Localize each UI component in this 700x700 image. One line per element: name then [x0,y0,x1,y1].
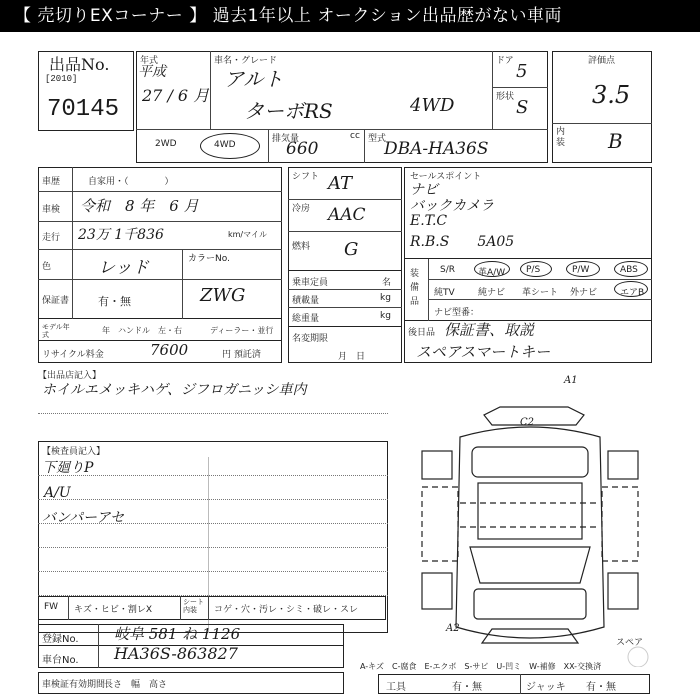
chassis-label: 車台No. [42,655,79,666]
equip-navi-model: ナビ型番： [434,308,480,318]
year-label: 年式 [140,56,159,66]
deadline-unit: 月 日 [338,352,366,362]
deadline-label: 名変期限 [292,334,329,344]
interior-label: 内装 [556,127,566,148]
hood [474,589,586,619]
mileage-value: 23万 1千836 [78,227,164,243]
model-label: 車名・グレード [214,56,278,66]
left-mirror-rear [422,451,452,479]
model-drive: 4WD [410,95,455,116]
later-line-1: 保証書、取説 [444,321,535,339]
model-year-unit: 年 [102,326,110,335]
ac-value: AAC [328,205,366,225]
left-front-wheel [422,573,452,609]
jack-label: ジャッキ [526,682,566,693]
fuel-value: G [344,239,359,260]
right-mirror-rear [608,451,638,479]
fuel-label: 燃料 [292,242,311,252]
sales-line-1: ナビ [410,182,438,198]
ac-label: 冷房 [292,204,311,214]
inspector-line-2: A/U [44,485,71,501]
inspection-value: 令和 8 年 6 月 [80,197,199,215]
displacement-unit: cc [350,131,360,141]
inspection-label: 車検 [42,205,61,215]
equip-aw-circle [474,261,510,277]
recycle-label: リサイクル料金 [42,350,104,360]
sales-line-4: R.B.S 5A05 [410,234,515,250]
color-value: レッド [98,258,149,278]
diagram-spare: スペア [616,638,644,648]
year-value: 27 / 6 月 [142,86,210,105]
tools-value: 有・無 [452,682,482,693]
4wd-option-circled [200,133,260,159]
equip-tv: 純TV [434,288,455,298]
model-grade: ターボRS [244,99,333,123]
equip-seat: 革シート [522,288,559,298]
weight-unit: kg [380,311,391,321]
equip-pw-circle [566,261,600,277]
inspector-line-1: 下廻りP [42,460,94,476]
equip-ps: P/S [526,265,541,275]
legend-fw: FW [44,602,59,612]
equip-ps-circle [520,261,552,277]
year-era: 平成 [138,64,166,80]
sales-label: セールスポイント [410,172,482,182]
equip-airbag: エアB [620,288,645,298]
notes-value: ホイルエメッキハゲ、ジフロガニッシ車内 [42,382,307,398]
rear-glass [472,447,588,477]
later-label: 後日品 [408,328,436,338]
model-year-label: モデル年式 [42,323,70,339]
legend-fw-items: キズ・ヒビ・割レX [74,605,152,615]
left-side [422,487,458,561]
equip-pw: P/W [572,265,590,275]
score-value: 3.5 [592,81,631,109]
model-name: アルト [224,67,284,91]
weight-label: 総重量 [292,314,320,324]
color-label: 色 [42,262,52,272]
mileage-unit: km/マイル [228,230,267,239]
equip-airbag-circle [614,281,648,297]
recycle-unit: 円 預託済 [222,350,261,360]
model-code-value: DBA-HA36S [384,139,489,159]
auction-sheet [32,43,660,697]
jack-value: 有・無 [586,682,616,693]
doors-label: ドア [496,56,514,66]
dealer-option: ディーラー・並行 [210,326,274,335]
inspector-line-3: バンパーアセ [42,510,125,526]
registration-label: 登録No. [42,634,79,645]
sales-line-3: E.T.C [410,213,448,229]
sales-line-2: バックカメラ [410,198,494,214]
warranty-label: 保証書 [42,296,70,306]
mileage-label: 走行 [42,233,61,243]
inspector-label: 【検査員記入】 [42,447,106,457]
displacement-label: 排気量 [272,134,300,144]
history-label: 車歴 [42,177,61,187]
equipment-label: 装備品 [410,269,420,307]
defects-legend: A-キズ C-腐食 E-エクボ S-サビ U-凹ミ W-補修 XX-交換済 [360,662,602,671]
shape-value: S [516,97,529,118]
roof [478,483,582,539]
lot-label: 出品No. [49,55,110,74]
doors-value: 5 [516,61,528,82]
spare-tire [628,647,648,667]
legend-seat: シート内装 [183,598,204,614]
load-label: 積載量 [292,296,320,306]
equip-abs-circle [614,261,648,277]
banner-text: 【 売切りEXコーナー 】 過去1年以上 オークション出品歴がない車両 [14,6,562,26]
registration-value: 岐阜 581 ね 1126 [114,625,241,643]
displacement-value: 660 [286,139,319,159]
score-label: 評価点 [588,56,616,66]
model-code-label: 型式 [368,134,387,144]
banner [0,0,700,32]
right-side [602,487,638,561]
windshield [470,547,590,583]
lot-box [38,51,134,131]
equip-abs: ABS [620,265,638,275]
warranty-value: 有・無 [98,295,131,308]
recycle-value: 7600 [150,341,189,359]
equip-sr: S/R [440,265,455,275]
equip-navi: 純ナビ [478,288,506,298]
expiry-label: 車検証有効期間 [42,680,106,690]
2wd-label: 2WD [155,139,177,149]
2wd-option [147,133,191,157]
diagram-c2: C2 [520,417,535,428]
chassis-value: HA36S-863827 [114,644,238,663]
door-lines [460,503,600,527]
4wd-label: 4WD [214,140,236,150]
interior-value: B [608,129,623,153]
diagram-a1: A1 [564,375,578,386]
shift-value: AT [328,173,353,194]
legend-seat-items: コゲ・穴・汚レ・シミ・破レ・スレ [214,605,359,615]
color-code-value: ZWG [200,285,246,306]
capacity-label: 乗車定員 [292,278,329,288]
shape-label: 形状 [496,92,515,102]
diagram-a2: A2 [446,623,460,634]
lot-year-tag: [2010] [45,74,78,84]
handle-option: ハンドル 左・右 [118,326,182,335]
lot-number: 70145 [47,96,120,123]
notes-label: 【出品店記入】 [38,371,102,381]
history-value: 自家用・（ ） [88,177,174,187]
load-unit: kg [380,293,391,303]
shift-label: シフト [292,172,320,182]
expiry-unit: 長さ 幅 高さ [104,680,168,690]
color-code-label: カラーNo. [188,254,230,264]
equip-ext-navi: 外ナビ [570,288,598,298]
right-front-wheel [608,573,638,609]
capacity-unit: 名 [382,278,392,288]
tools-label: 工具 [386,682,406,693]
equip-aw: 革A/W [478,268,506,278]
later-line-2: スペアスマートキー [416,343,551,361]
